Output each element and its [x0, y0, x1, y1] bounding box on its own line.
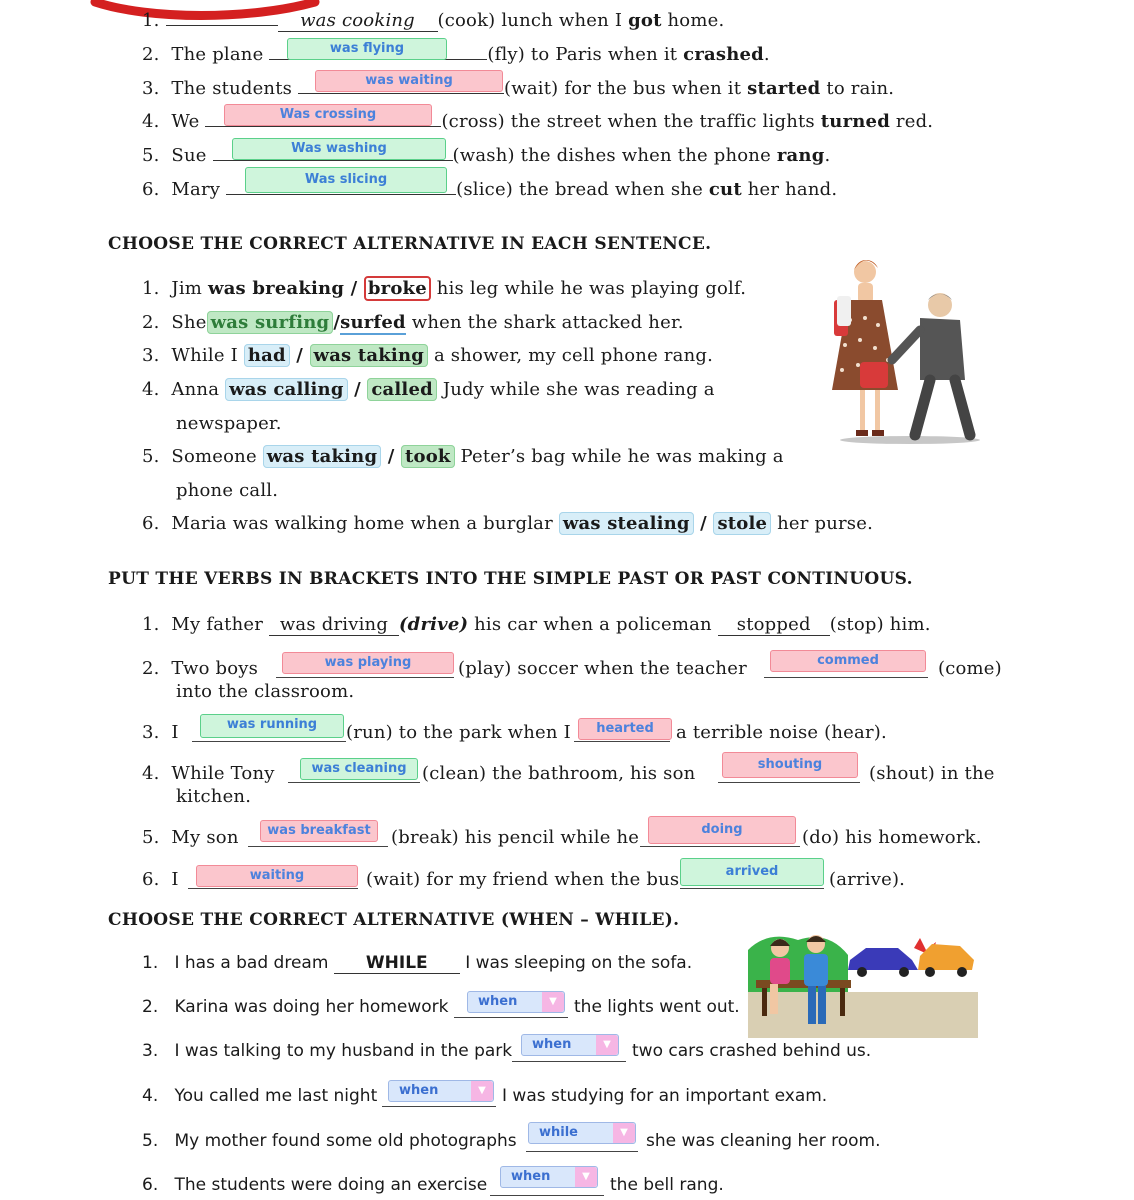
section3-heading: PUT THE VERBS IN BRACKETS INTO THE SIMPLE PAST OR PAST CONTINUOUS. — [108, 569, 913, 589]
s2-option-3a[interactable]: had — [244, 344, 290, 367]
s1-answer-6[interactable]: Was slicing — [245, 167, 447, 193]
purse-snatching-illustration — [820, 250, 985, 445]
s3-answer-2a[interactable]: was playing — [282, 652, 454, 674]
chevron-down-icon[interactable]: ▼ — [471, 1081, 493, 1101]
s1-answer-1[interactable]: was cooking — [278, 10, 438, 32]
s2-item-6: 6. Maria was walking home when a burglar was stealing / stole her purse. — [142, 513, 874, 534]
s2-item-5: 5. Someone was taking / took Peter’s bag while he was making a — [142, 446, 784, 467]
s3-answer-4a[interactable]: was cleaning — [300, 758, 418, 780]
s1-answer-2[interactable]: was flying — [287, 38, 447, 60]
s2-option-6a[interactable]: was stealing — [559, 512, 694, 535]
s3-item-4: 4. While Tony — [142, 763, 275, 784]
s1-item-1: 1. was cooking (cook) lunch when I got home. — [142, 10, 725, 31]
s4-item-6: 6. The students were doing an exercise — [142, 1175, 488, 1195]
s1-item-5: 5. Sue (wash) the dishes when the phone rang. — [142, 145, 831, 166]
chevron-down-icon[interactable]: ▼ — [575, 1167, 597, 1187]
section4-heading: CHOOSE THE CORRECT ALTERNATIVE (WHEN – WHILE). — [108, 910, 680, 930]
s2-item-4: 4. Anna was calling / called Judy while she was reading a — [142, 379, 715, 400]
s3-item-3: 3. I — [142, 722, 179, 743]
s3-answer-3a[interactable]: was running — [200, 714, 344, 738]
s4-item-3: 3. I was talking to my husband in the park — [142, 1041, 513, 1061]
s2-option-2b[interactable]: surfed — [340, 312, 406, 333]
s4-dropdown-5[interactable]: while ▼ — [528, 1122, 636, 1144]
s2-option-3b-selected[interactable]: was taking — [310, 344, 429, 367]
s1-answer-5[interactable]: Was washing — [232, 138, 446, 160]
s3-answer-3b[interactable]: hearted — [578, 718, 672, 740]
s2-item-2: 2. She was surfing /surfed when the shark attacked her. — [142, 312, 684, 333]
s4-item-4: 4. You called me last night — [142, 1086, 378, 1106]
s3-item-2: 2. Two boys — [142, 658, 259, 679]
s3-answer-6b[interactable]: arrived — [680, 858, 824, 886]
s4-dropdown-6[interactable]: when ▼ — [500, 1166, 598, 1188]
s1-item-3: 3. The students (wait) for the bus when it started to rain. — [142, 78, 895, 99]
s2-option-1a[interactable]: was breaking — [208, 278, 345, 299]
s3-item-1: 1. My father was driving (drive) his car when a policeman stopped (stop) him. — [142, 614, 931, 635]
s3-answer-5b[interactable]: doing — [648, 816, 796, 844]
s4-item-2: 2. Karina was doing her homework — [142, 997, 449, 1017]
s2-option-2a-selected[interactable]: was surfing — [207, 311, 334, 334]
s2-option-1b-selected[interactable]: broke — [364, 276, 431, 301]
s3-answer-6a[interactable]: waiting — [196, 865, 358, 887]
s4-dropdown-2[interactable]: when ▼ — [467, 991, 565, 1013]
s2-item-5-cont: phone call. — [176, 480, 279, 501]
chevron-down-icon[interactable]: ▼ — [613, 1123, 635, 1143]
s2-option-5b-selected[interactable]: took — [401, 445, 455, 468]
s2-option-4b-selected[interactable]: called — [367, 378, 437, 401]
s1-answer-3[interactable]: was waiting — [315, 70, 503, 92]
section2-heading: CHOOSE THE CORRECT ALTERNATIVE IN EACH SENTENCE. — [108, 234, 712, 254]
s1-item-2: 2. The plane (fly) to Paris when it crashed. — [142, 44, 770, 65]
s3-answer-5a[interactable]: was breakfast — [260, 820, 378, 842]
s3-answer-2b[interactable]: commed — [770, 650, 926, 672]
s2-item-1: 1. Jim was breaking / broke his leg while he was playing golf. — [142, 278, 747, 299]
s4-dropdown-3[interactable]: when ▼ — [521, 1034, 619, 1056]
car-crash-illustration — [748, 930, 978, 1038]
s4-answer-1[interactable]: WHILE — [334, 953, 460, 974]
s2-item-4-cont: newspaper. — [176, 413, 282, 434]
s3-item-5: 5. My son — [142, 827, 239, 848]
s3-answer-1b[interactable]: stopped — [718, 614, 830, 636]
s4-dropdown-4[interactable]: when ▼ — [388, 1080, 494, 1102]
s1-item-6: 6. Mary (slice) the bread when she cut her hand. — [142, 179, 838, 200]
s1-item-4: 4. We (cross) the street when the traffic lights turned red. — [142, 111, 934, 132]
chevron-down-icon[interactable]: ▼ — [596, 1035, 618, 1055]
s2-item-3: 3. While I had / was taking a shower, my cell phone rang. — [142, 345, 714, 366]
s3-answer-1a[interactable]: was driving — [269, 614, 399, 636]
s3-item-6: 6. I — [142, 869, 179, 890]
chevron-down-icon[interactable]: ▼ — [542, 992, 564, 1012]
s2-option-5a[interactable]: was taking — [263, 445, 382, 468]
s4-item-1: 1. I has a bad dream WHILE I was sleeping on the sofa. — [142, 953, 693, 973]
s3-answer-4b[interactable]: shouting — [722, 752, 858, 778]
s1-answer-4[interactable]: Was crossing — [224, 104, 432, 126]
s2-option-4a[interactable]: was calling — [225, 378, 348, 401]
s2-option-6b[interactable]: stole — [713, 512, 771, 535]
s4-item-5: 5. My mother found some old photographs — [142, 1131, 517, 1151]
